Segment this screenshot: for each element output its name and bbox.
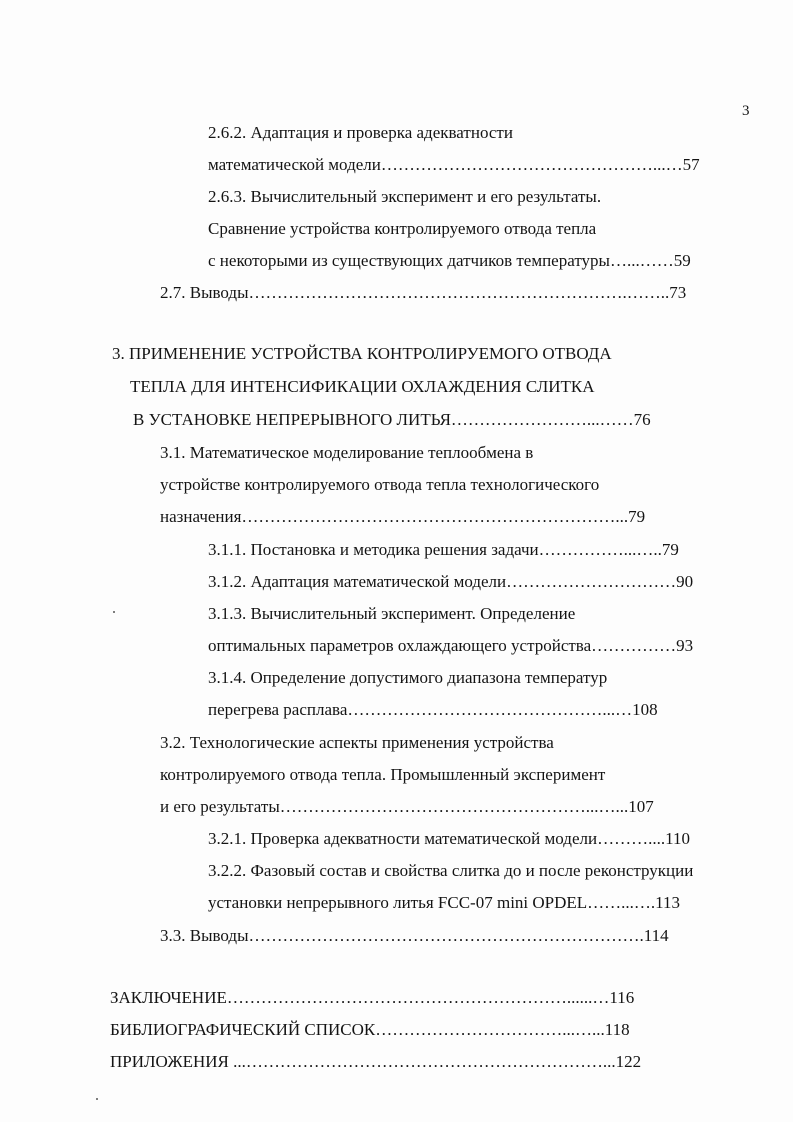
toc-entry-2-6-2: 2.6.2. Адаптация и проверка адекватности [208, 123, 513, 142]
toc-entry-3-2: 3.2. Технологические аспекты применения устройства [160, 733, 554, 752]
toc-entry-2-6-2-cont: математической модели…………………………………………...…57 [208, 155, 700, 174]
toc-entry-2-7: 2.7. Выводы………………………………………………………….……..73 [160, 283, 687, 302]
toc-entry-3-1-1: 3.1.1. Постановка и методика решения задачи……………...…..79 [208, 540, 679, 559]
toc-chapter-3-cont-1: ТЕПЛА ДЛЯ ИНТЕНСИФИКАЦИИ ОХЛАЖДЕНИЯ СЛИТКА [130, 377, 595, 396]
toc-entry-3-2-2: 3.2.2. Фазовый состав и свойства слитка до и после реконструкции [208, 861, 694, 880]
toc-chapter-3-cont-2: В УСТАНОВКЕ НЕПРЕРЫВНОГО ЛИТЬЯ……………………...……76 [133, 410, 651, 429]
toc-entry-3-1-cont-1: устройстве контролируемого отвода тепла технологического [160, 475, 600, 494]
toc-entry-2-6-3-cont-1: Сравнение устройства контролируемого отвода тепла [208, 219, 597, 238]
toc-entry-3-1-2: 3.1.2. Адаптация математической модели…………………………90 [208, 572, 694, 591]
toc-chapter-3: 3. ПРИМЕНЕНИЕ УСТРОЙСТВА КОНТРОЛИРУЕМОГО ОТВОДА [112, 344, 612, 363]
toc-entry-3-2-cont-2: и его результаты………………………………………………...…...107 [160, 797, 654, 816]
page-number: 3 [742, 103, 750, 119]
toc-entry-3-3: 3.3. Выводы…………………………………………………………….114 [160, 926, 669, 945]
toc-entry-3-1-4-cont: перегрева расплава………………………………………...…108 [208, 700, 658, 719]
toc-entry-3-2-2-cont: установки непрерывного литья FCC-07 mini OPDEL……...….113 [208, 893, 681, 912]
toc-appendices: ПРИЛОЖЕНИЯ ...………………………………………………………...122 [110, 1052, 642, 1071]
toc-entry-3-1-cont-2: назначения…………………………………………………………...79 [160, 507, 646, 526]
scan-speck [96, 1098, 98, 1100]
scan-speck [113, 611, 115, 613]
toc-entry-2-6-3-cont-2: с некоторыми из существующих датчиков температуры…...……59 [208, 251, 691, 270]
toc-entry-3-1-4: 3.1.4. Определение допустимого диапазона температур [208, 668, 608, 687]
toc-entry-2-6-3: 2.6.3. Вычислительный эксперимент и его результаты. [208, 187, 602, 206]
toc-entry-3-1-3: 3.1.3. Вычислительный эксперимент. Определение [208, 604, 576, 623]
toc-entry-3-1: 3.1. Математическое моделирование теплообмена в [160, 443, 534, 462]
toc-conclusion: ЗАКЛЮЧЕНИЕ……………………………………………………......…116 [110, 988, 635, 1007]
toc-entry-3-2-1: 3.2.1. Проверка адекватности математической модели………....110 [208, 829, 690, 848]
toc-entry-3-2-cont-1: контролируемого отвода тепла. Промышленный эксперимент [160, 765, 606, 784]
toc-bibliography: БИБЛИОГРАФИЧЕСКИЙ СПИСОК……………………………...…...118 [110, 1020, 630, 1039]
toc-entry-3-1-3-cont: оптимальных параметров охлаждающего устройства……………93 [208, 636, 694, 655]
